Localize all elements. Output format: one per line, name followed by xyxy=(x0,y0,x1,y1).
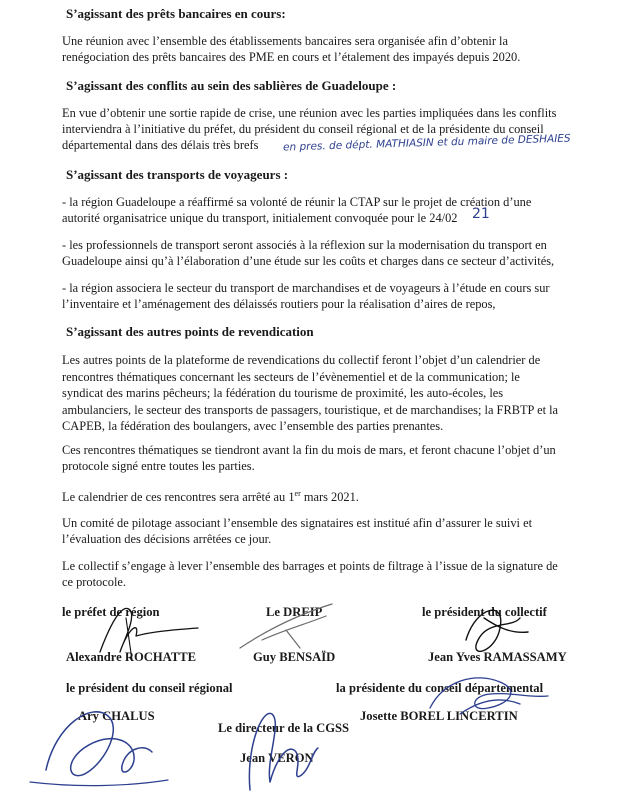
text-line: - la région Guadeloupe a réaffirmé sa volonté de réunir la CTAP sur le projet de création d’une xyxy=(62,195,532,209)
text-line: CAPEB, la fédération des boulangers, avec l’ensemble des parties prenantes. xyxy=(62,419,444,434)
text-line: l’inventaire et l’aménagement des délaissés routiers pour la réalisation d’aires de repos, xyxy=(62,297,496,311)
heading-sablieres: S’agissant des conflits au sein des sablières de Guadeloupe : xyxy=(66,78,397,93)
handwritten-note-sablieres: en pres. de dépt. MATHIASIN et du maire de DESHAIES xyxy=(282,132,571,154)
signatory-name-region: Ary CHALUS xyxy=(78,709,155,723)
text-line: protocole signé entre toutes les parties. xyxy=(62,459,255,473)
text-line: ambulanciers, le secteur des transports de passagers, touristique, et de marchandises; la FRBTP et la xyxy=(62,402,559,417)
paragraph-engagement-collectif xyxy=(62,558,582,590)
signatory-title-region: le président du conseil régional xyxy=(66,681,233,695)
text-line xyxy=(62,486,582,505)
paragraph-transports-marchandises xyxy=(62,280,582,312)
paragraph-transports-professionnels xyxy=(62,237,582,269)
text-line: Ces rencontres thématiques se tiendront avant la fin du mois de mars, et feront chacune l’objet d’un xyxy=(62,443,556,457)
text-line: Un comité de pilotage associant l’ensemble des signataires est institué afin d’assurer le suivi et xyxy=(62,516,533,530)
text-line: syndicat des marins pêcheurs; la fédération du tourisme de proximité, les auto-écoles, les xyxy=(62,386,504,401)
paragraph-prets-bancaires xyxy=(62,33,582,65)
text-line: l’évaluation des décisions arrêtées ce jour. xyxy=(62,532,272,546)
paragraph-calendrier xyxy=(62,486,582,505)
text-line: autorité organisatrice unique du transport, initialement convoquée pour le 24/02 xyxy=(62,211,458,225)
heading-autres-points: S’agissant des autres points de revendication xyxy=(66,324,314,339)
handwritten-year: 21 xyxy=(472,206,490,222)
signatory-name-prefet: Alexandre ROCHATTE xyxy=(66,650,197,664)
text-line: ce protocole. xyxy=(62,575,126,589)
signatory-title-cgss: Le directeur de la CGSS xyxy=(218,721,350,735)
text-line: Guadeloupe ainsi qu’à l’élaboration d’une étude sur les coûts et charges dans ce secteur d’activités, xyxy=(62,254,555,268)
text-line: - les professionnels de transport seront associés à la réflexion sur la modernisation du transport en xyxy=(62,238,547,252)
signatory-name-departement: Josette BOREL LINCERTIN xyxy=(360,709,518,723)
text-line: départemental dans des délais très brefs xyxy=(62,138,259,152)
text-line: En vue d’obtenir une sortie rapide de crise, une réunion avec les parties impliquées dans les conflits xyxy=(62,106,557,120)
signatory-name-dreip: Guy BENSAÏD xyxy=(253,650,336,664)
signatory-title-dreip: Le DREIP xyxy=(266,605,323,619)
paragraph-rencontres-thematiques xyxy=(62,442,582,474)
text-line: - la région associera le secteur du transport de marchandises et de voyageurs à l’étude en cours sur xyxy=(62,281,550,295)
text-line: Une réunion avec l’ensemble des établissements bancaires sera organisée afin d’obtenir la xyxy=(62,34,509,48)
calendar-date-rest: mars 2021. xyxy=(300,490,359,505)
signatory-name-collectif: Jean Yves RAMASSAMY xyxy=(428,650,567,664)
text-line: renégociation des prêts bancaires des PME en cours et l’étalement des impayés depuis 2020. xyxy=(62,50,521,64)
signatory-title-collectif: le président du collectif xyxy=(422,605,547,619)
calendar-superscript: er xyxy=(294,489,301,498)
text-line: rencontres thématiques concernant les secteurs de l’évènementiel et de la communication; le xyxy=(62,369,520,384)
signatory-title-departement: la présidente du conseil départemental xyxy=(336,681,544,695)
text-line: interviendra à l’initiative du préfet, du président du conseil régional et de la présidente du conseil xyxy=(62,122,544,136)
paragraph-comite-pilotage xyxy=(62,515,582,547)
heading-transports: S’agissant des transports de voyageurs : xyxy=(66,167,289,182)
paragraph-transports-ctap xyxy=(62,194,582,226)
signatory-title-prefet: le préfet de région xyxy=(62,605,160,619)
text-line: Le collectif s’engage à lever l’ensemble des barrages et points de filtrage à l’issue de la signature de xyxy=(62,559,558,573)
paragraph-autres-points xyxy=(62,352,582,435)
calendar-text: Le calendrier de ces rencontres sera arrêté au 1 xyxy=(62,490,295,505)
signatory-name-cgss: Jean VERON xyxy=(240,751,314,765)
heading-prets-bancaires: S’agissant des prêts bancaires en cours: xyxy=(66,6,286,21)
text-line: Les autres points de la plateforme de revendications du collectif feront l’objet d’un calendrier de xyxy=(62,353,541,367)
